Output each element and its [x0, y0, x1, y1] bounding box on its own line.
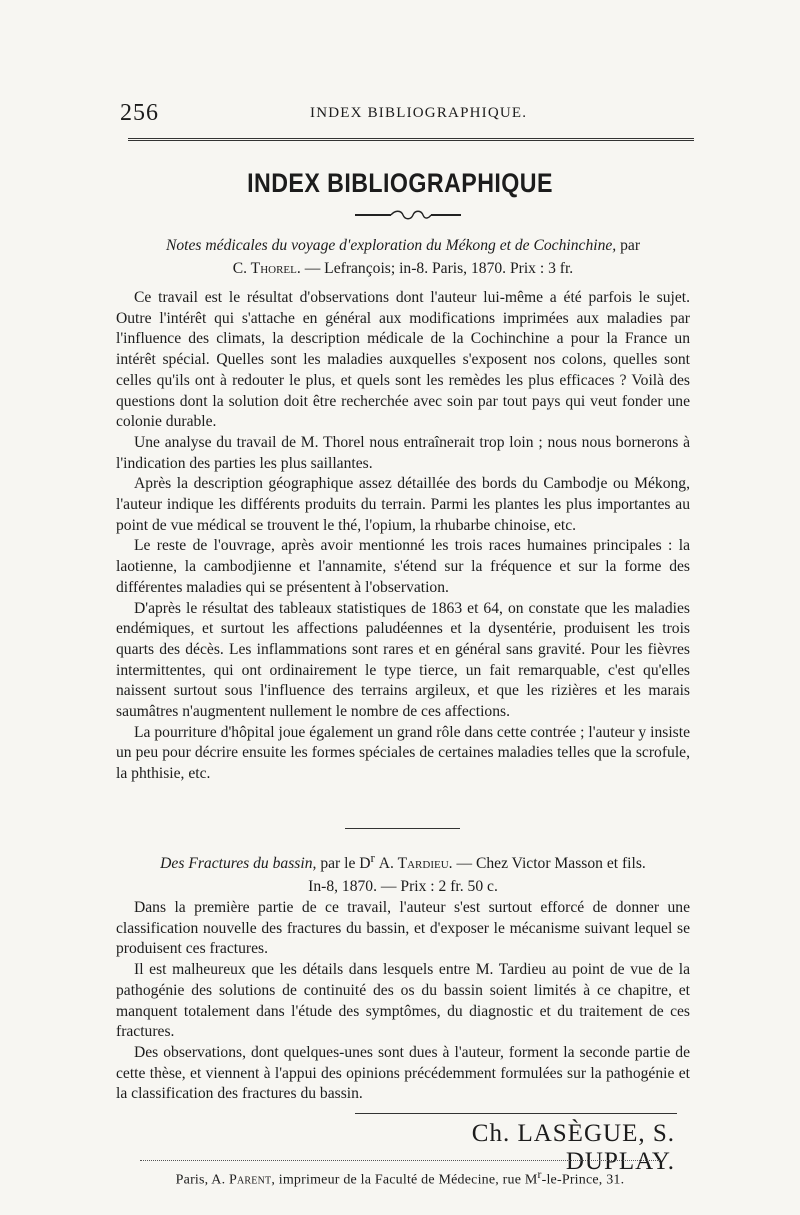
entry1-paragraph: Ce travail est le résultat d'observations dont l'auteur lui-même a été parfois le sujet. Outre l'intérêt qui s'attache en général aux modifications imprimées aux maladies par l'influence des climats, la description médicale de la Cochinchine a pour la France un intérêt spécial. Quelles sont les maladies auxquelles s'exposent nos colons, quelles sont celles qu'ils ont à redouter le plus, et quels sont les remèdes les plus efficaces ? Voilà des questions dont la solution doit être recherchée avec soin par tout pays qui veut fonder une colonie durable.	[116, 289, 690, 431]
entry1-reference	[116, 234, 690, 280]
running-title: INDEX BIBLIOGRAPHIQUE.	[310, 105, 528, 121]
signature: Ch. LASÈGUE, S. DUPLAY.	[471, 1120, 675, 1175]
entry1-imprint: — Lefrançois; in-8. Paris, 1870. Prix : 3 fr.	[304, 260, 574, 277]
entry2-paragraph: Il est malheureux que les détails dans lesquels entre M. Tardieu au point de vue de la pathogénie des solutions de continuité des os du bassin soient limités à ce chapitre, et manquent totalement dans l'étude des symptômes, du diagnostic et du traitement de ces fractures.	[116, 961, 690, 1041]
entry1-paragraph: Une analyse du travail de M. Thorel nous entraînerait trop loin ; nous nous bornerons à l'indication des parties les plus saillantes.	[116, 433, 690, 472]
entry2-body	[116, 898, 690, 1105]
entry2-title: Des Fractures du bassin,	[160, 855, 317, 873]
entry2-by: par le D	[320, 855, 371, 873]
printer-imprint	[0, 1168, 800, 1189]
imprint-rule	[140, 1160, 660, 1161]
entry2-imprint: In-8, 1870. — Prix : 2 fr. 50 c.	[308, 878, 498, 896]
entry1-author: C. Thorel.	[232, 260, 301, 277]
page-number: 256	[120, 100, 159, 126]
entry2-paragraph: Dans la première partie de ce travail, l'auteur s'est surtout efforcé de donner une classification nouvelle des fractures du bassin, et d'exposer le mécanisme suivant lequel se produisent ces fractures.	[116, 899, 690, 958]
entry2-reference	[116, 846, 690, 898]
imprint-rest: imprimeur de la Faculté de Médecine, rue M	[278, 1172, 538, 1188]
signature-rule	[355, 1113, 677, 1114]
entry1-by: par	[620, 237, 641, 254]
entry1-paragraph: Après la description géographique assez détaillée des bords du Cambodje ou Mékong, l'auteur indique les différents produits du terrain. Parmi les plantes les plus importantes au point de vue médical se trouvent le thé, l'opium, la rhubarbe chinoise, etc.	[116, 475, 690, 534]
entry1-paragraph: La pourriture d'hôpital joue également un grand rôle dans cette contrée ; l'auteur y insiste un peu pour décrire ensuite les formes spéciales de certaines maladies telles que la scrofule, la phthisie, etc.	[116, 723, 690, 783]
ornament-divider-icon	[355, 210, 461, 220]
entry1-title: Notes médicales du voyage d'exploration du Mékong et de Cochinchine,	[165, 237, 617, 254]
imprint-sup: r	[537, 1168, 542, 1181]
entry-separator	[345, 828, 460, 829]
section-title: INDEX BIBLIOGRAPHIQUE	[247, 168, 553, 198]
entry1-paragraph: D'après le résultat des tableaux statistiques de 1863 et 64, on constate que les maladies endémiques, et surtout les affections paludéennes et la dysentérie, produisent les trois quarts des décès. Les inflammations sont rares et en général sans gravité. Pour les fièvres intermittentes, qui ont ordinairement le type tierce, un fait remarquable, c'est qu'elles naissent surtout sous l'influence des terrains argileux, et que les rizières et les marais saumâtres n'augmentent nullement le nombre de ces affections.	[116, 599, 690, 721]
entry2-paragraph: Des observations, dont quelques-unes sont dues à l'auteur, forment la seconde partie de cette thèse, et viennent à l'appui des opinions précédemment formulées sur la pathogénie et la classification des fractures du bassin.	[116, 1043, 690, 1103]
entry2-publisher: — Chez Victor Masson et fils.	[456, 855, 646, 873]
imprint-printer: Parent,	[229, 1172, 276, 1188]
running-head	[120, 100, 700, 130]
entry2-by-sup: r	[370, 850, 375, 865]
entry1-paragraph: Le reste de l'ouvrage, après avoir mentionné les trois races humaines principales : la laotienne, la cambodjienne et l'annamite, s'étend sur la fréquence et sur la forme des différentes maladies qui se présentent à l'observation.	[116, 537, 690, 596]
entry2-author: A. Tardieu.	[378, 855, 453, 873]
imprint-suffix: -le-Prince, 31.	[541, 1172, 625, 1188]
imprint-prefix: Paris, A.	[175, 1172, 226, 1188]
entry1-body	[116, 288, 690, 785]
header-double-rule	[128, 138, 694, 141]
